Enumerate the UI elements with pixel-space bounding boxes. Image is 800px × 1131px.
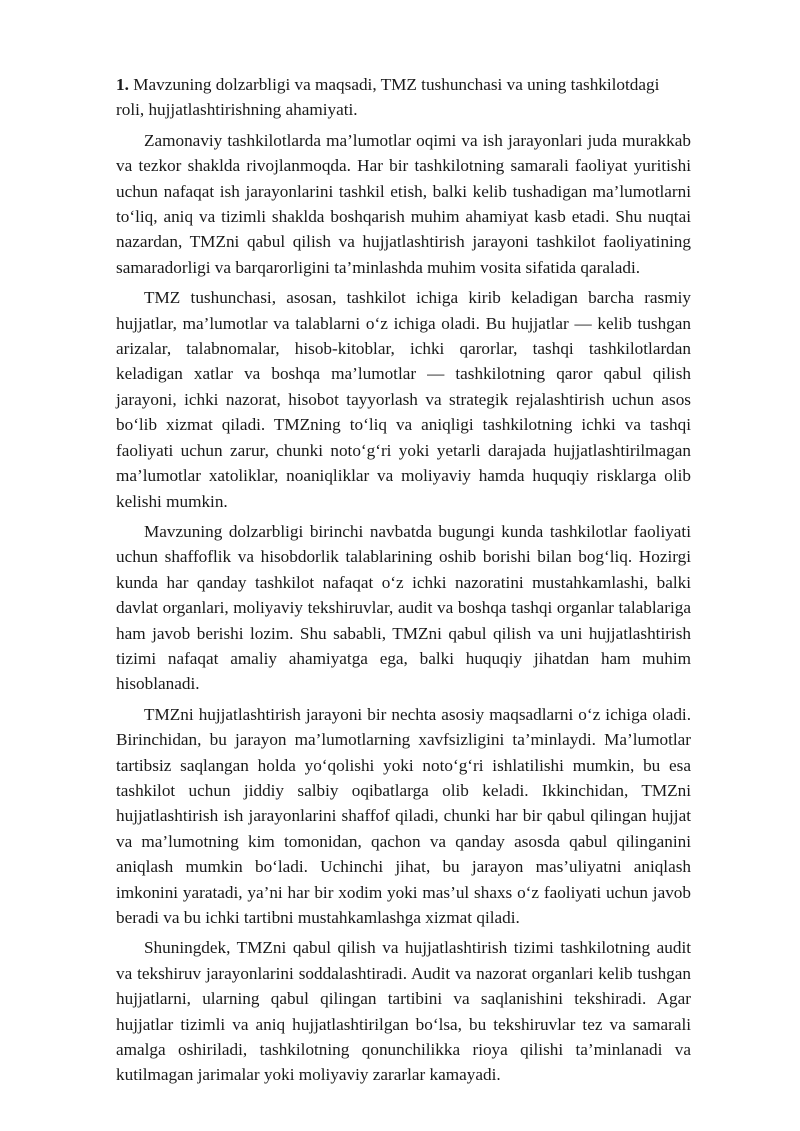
paragraph-5: Shuningdek, TMZni qabul qilish va hujjatlashtirish tizimi tashkilotning audit va tekshiruv jarayonlarini soddalashtiradi. Audit va nazorat organlari kelib tushgan hujjatlarni, ularning qabul qilingan tartibini va saqlanishini tekshiradi. Agar hujjatlar tizimli va aniq hujjatlashtirilgan bo‘lsa, bu tekshiruvlar tez va samarali amalga oshiriladi, tashkilotning qonunchilikka rioya qilishi ta’minlanadi va kutilmagan jarimalar yoki moliyaviy zararlar kamayadi. <box>116 938 691 1085</box>
section-heading <box>116 72 691 123</box>
section-title-line-1: Mavzuning dolzarbligi va maqsadi, TMZ tushunchasi va uning tashkilotdagi <box>128 75 660 94</box>
document-page <box>116 72 691 1093</box>
section-number: 1. <box>116 75 129 94</box>
section-title-line-2: roli, hujjatlashtirishning ahamiyati. <box>116 100 358 120</box>
paragraph-2: TMZ tushunchasi, asosan, tashkilot ichiga kirib keladigan barcha rasmiy hujjatlar, ma’lumotlar va talablarni o‘z ichiga oladi. Bu hujjatlar — kelib tushgan arizalar, talabnomalar, hisob-kitoblar, ichki qarorlar, tashqi tashkilotlardan keladigan xatlar va boshqa ma’lumotlar — tashkilotning qaror qabul qilish jarayoni, ichki nazorat, hisobot tayyorlash va strategik rejalashtirish uchun asos bo‘lib xizmat qiladi. TMZning to‘liq va aniqligi tashkilotning ichki va tashqi faoliyati uchun zarur, chunki noto‘g‘ri yoki yetarli darajada hujjatlashtirilmagan ma’lumotlar xatoliklar, noaniqliklar va moliyaviy hamda huquqiy risklarga olib kelishi mumkin. <box>116 288 691 511</box>
paragraph-1: Zamonaviy tashkilotlarda ma’lumotlar oqimi va ish jarayonlari juda murakkab va tezkor shaklda rivojlanmoqda. Har bir tashkilotning samarali faoliyat yuritishi uchun nafaqat ish jarayonlarini tashkil etish, balki kelib tushadigan ma’lumotlarni to‘liq, aniq va tizimli shaklda boshqarish muhim ahamiyat kasb etadi. Shu nuqtai nazardan, TMZni qabul qilish va hujjatlashtirish jarayoni tashkilot faoliyatining samaradorligi va barqarorligini ta’minlashda muhim vosita sifatida qaraladi. <box>116 130 691 277</box>
paragraph-4: TMZni hujjatlashtirish jarayoni bir nechta asosiy maqsadlarni o‘z ichiga oladi. Birinchidan, bu jarayon ma’lumotlarning xavfsizligini ta’minlaydi. Ma’lumotlar tartibsiz saqlangan holda yo‘qolishi yoki noto‘g‘ri ishlatilishi mumkin, bu esa tashkilot uchun jiddiy salbiy oqibatlarga olib keladi. Ikkinchidan, TMZni hujjatlashtirish ish jarayonlarini shaffof qiladi, chunki har bir qabul qilingan hujjat va ma’lumotning kim tomonidan, qachon va qanday asosda qabul qilinganini aniqlash mumkin bo‘ladi. Uchinchi jihat, bu jarayon mas’uliyatni aniqlash imkonini yaratadi, ya’ni har bir xodim yoki mas’ul shaxs o‘z faoliyati uchun javob beradi va bu ichki tartibni mustahkamlashga xizmat qiladi. <box>116 704 691 927</box>
paragraph-3: Mavzuning dolzarbligi birinchi navbatda bugungi kunda tashkilotlar faoliyati uchun shaffoflik va hisobdorlik talablarining oshib borishi bilan bog‘liq. Hozirgi kunda har qanday tashkilot nafaqat o‘z ichki nazoratini mustahkamlashi, balki davlat organlari, moliyaviy tekshiruvlar, audit va boshqa tashqi organlar talablariga ham javob berishi lozim. Shu sababli, TMZni qabul qilish va uni hujjatlashtirish tizimi nafaqat amaliy ahamiyatga ega, balki huquqiy jihatdan ham muhim hisoblanadi. <box>116 521 691 694</box>
